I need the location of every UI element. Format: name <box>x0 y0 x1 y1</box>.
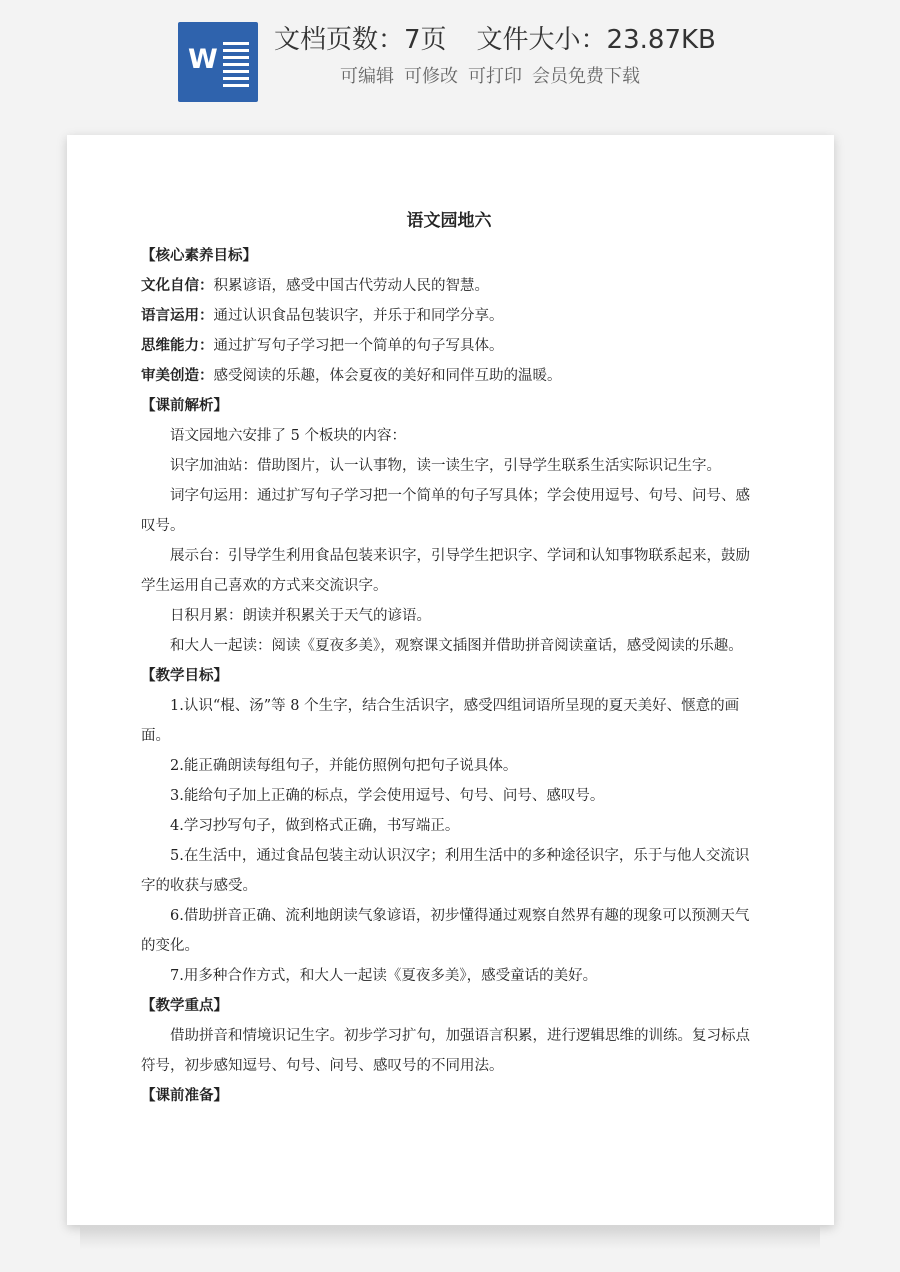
word-document-icon <box>178 22 258 102</box>
core-item-label: 审美创造： <box>141 367 214 384</box>
goal-item: 5.在生活中，通过食品包装主动认识汉字；利用生活中的多种途径识字，乐于与他人交流识字的收获与感受。 <box>141 848 750 894</box>
core-item <box>141 361 757 391</box>
section-heading-focus: 【教学重点】 <box>141 997 228 1014</box>
banner-stats <box>274 20 716 60</box>
analysis-paragraph: 词字句运用：通过扩写句子学习把一个简单的句子写具体；学会使用逗号、句号、问号、感叹号。 <box>141 488 750 534</box>
core-item-label: 语言运用： <box>141 307 214 324</box>
core-item <box>141 331 757 361</box>
core-item <box>141 301 757 331</box>
analysis-paragraph: 日积月累：朗读并积累关于天气的谚语。 <box>170 608 431 624</box>
core-item-text: 感受阅读的乐趣，体会夏夜的美好和同伴互助的温暖。 <box>213 368 562 384</box>
focus-paragraph: 借助拼音和情境识记生字。初步学习扩句，加强语言积累，进行逻辑思维的训练。复习标点符号，初步感知逗号、句号、问号、感叹号的不同用法。 <box>141 1028 750 1074</box>
feature-member-download: 会员免费下载 <box>532 66 640 87</box>
word-icon-letter: W <box>188 44 218 75</box>
analysis-paragraph: 展示台：引导学生利用食品包装来识字，引导学生把识字、学词和认知事物联系起来，鼓励学生运用自己喜欢的方式来交流识字。 <box>141 548 750 594</box>
analysis-paragraph: 语文园地六安排了 5 个板块的内容： <box>170 428 406 444</box>
core-item-text: 积累谚语，感受中国古代劳动人民的智慧。 <box>213 278 489 294</box>
doc-info-banner <box>0 0 900 120</box>
core-item-text: 通过扩写句子学习把一个简单的句子写具体。 <box>213 338 504 354</box>
goal-item: 4.学习抄写句子，做到格式正确，书写端正。 <box>170 818 460 834</box>
feature-list <box>340 62 650 92</box>
goal-item: 7.用多种合作方式，和大人一起读《夏夜多美》，感受童话的美好。 <box>170 968 598 984</box>
page-count: 文档页数：7页 <box>274 25 447 55</box>
core-item-text: 通过认识食品包装识字，并乐于和同学分享。 <box>213 308 504 324</box>
goal-item: 3.能给句子加上正确的标点，学会使用逗号、句号、问号、感叹号。 <box>170 788 605 804</box>
file-size: 文件大小：23.87KB <box>476 25 716 55</box>
document-page <box>67 135 834 1225</box>
document-title: 语文园地六 <box>406 211 492 231</box>
core-item-label: 文化自信： <box>141 277 214 294</box>
section-heading-prep: 【课前准备】 <box>141 1087 228 1104</box>
feature-printable: 可打印 <box>468 66 522 87</box>
goal-item: 6.借助拼音正确、流利地朗读气象谚语，初步懂得通过观察自然界有趣的现象可以预测天气的变化。 <box>141 908 750 954</box>
section-heading-core: 【核心素养目标】 <box>141 247 257 264</box>
core-item <box>141 271 757 301</box>
section-heading-goals: 【教学目标】 <box>141 667 228 684</box>
feature-editable: 可编辑 <box>340 66 394 87</box>
analysis-paragraph: 和大人一起读：阅读《夏夜多美》，观察课文插图并借助拼音阅读童话，感受阅读的乐趣。 <box>170 638 743 654</box>
feature-modifiable: 可修改 <box>404 66 458 87</box>
document-body <box>141 211 757 1111</box>
goal-item: 1.认识“棍、汤”等 8 个生字，结合生活识字，感受四组词语所呈现的夏天美好、惬意的画面。 <box>141 698 740 744</box>
word-icon-lines <box>223 42 249 91</box>
core-item-label: 思维能力： <box>141 337 214 354</box>
page-shadow <box>80 1225 820 1249</box>
section-heading-analysis: 【课前解析】 <box>141 397 228 414</box>
goal-item: 2.能正确朗读每组句子，并能仿照例句把句子说具体。 <box>170 758 518 774</box>
analysis-paragraph: 识字加油站：借助图片，认一认事物，读一读生字，引导学生联系生活实际识记生字。 <box>170 458 721 474</box>
